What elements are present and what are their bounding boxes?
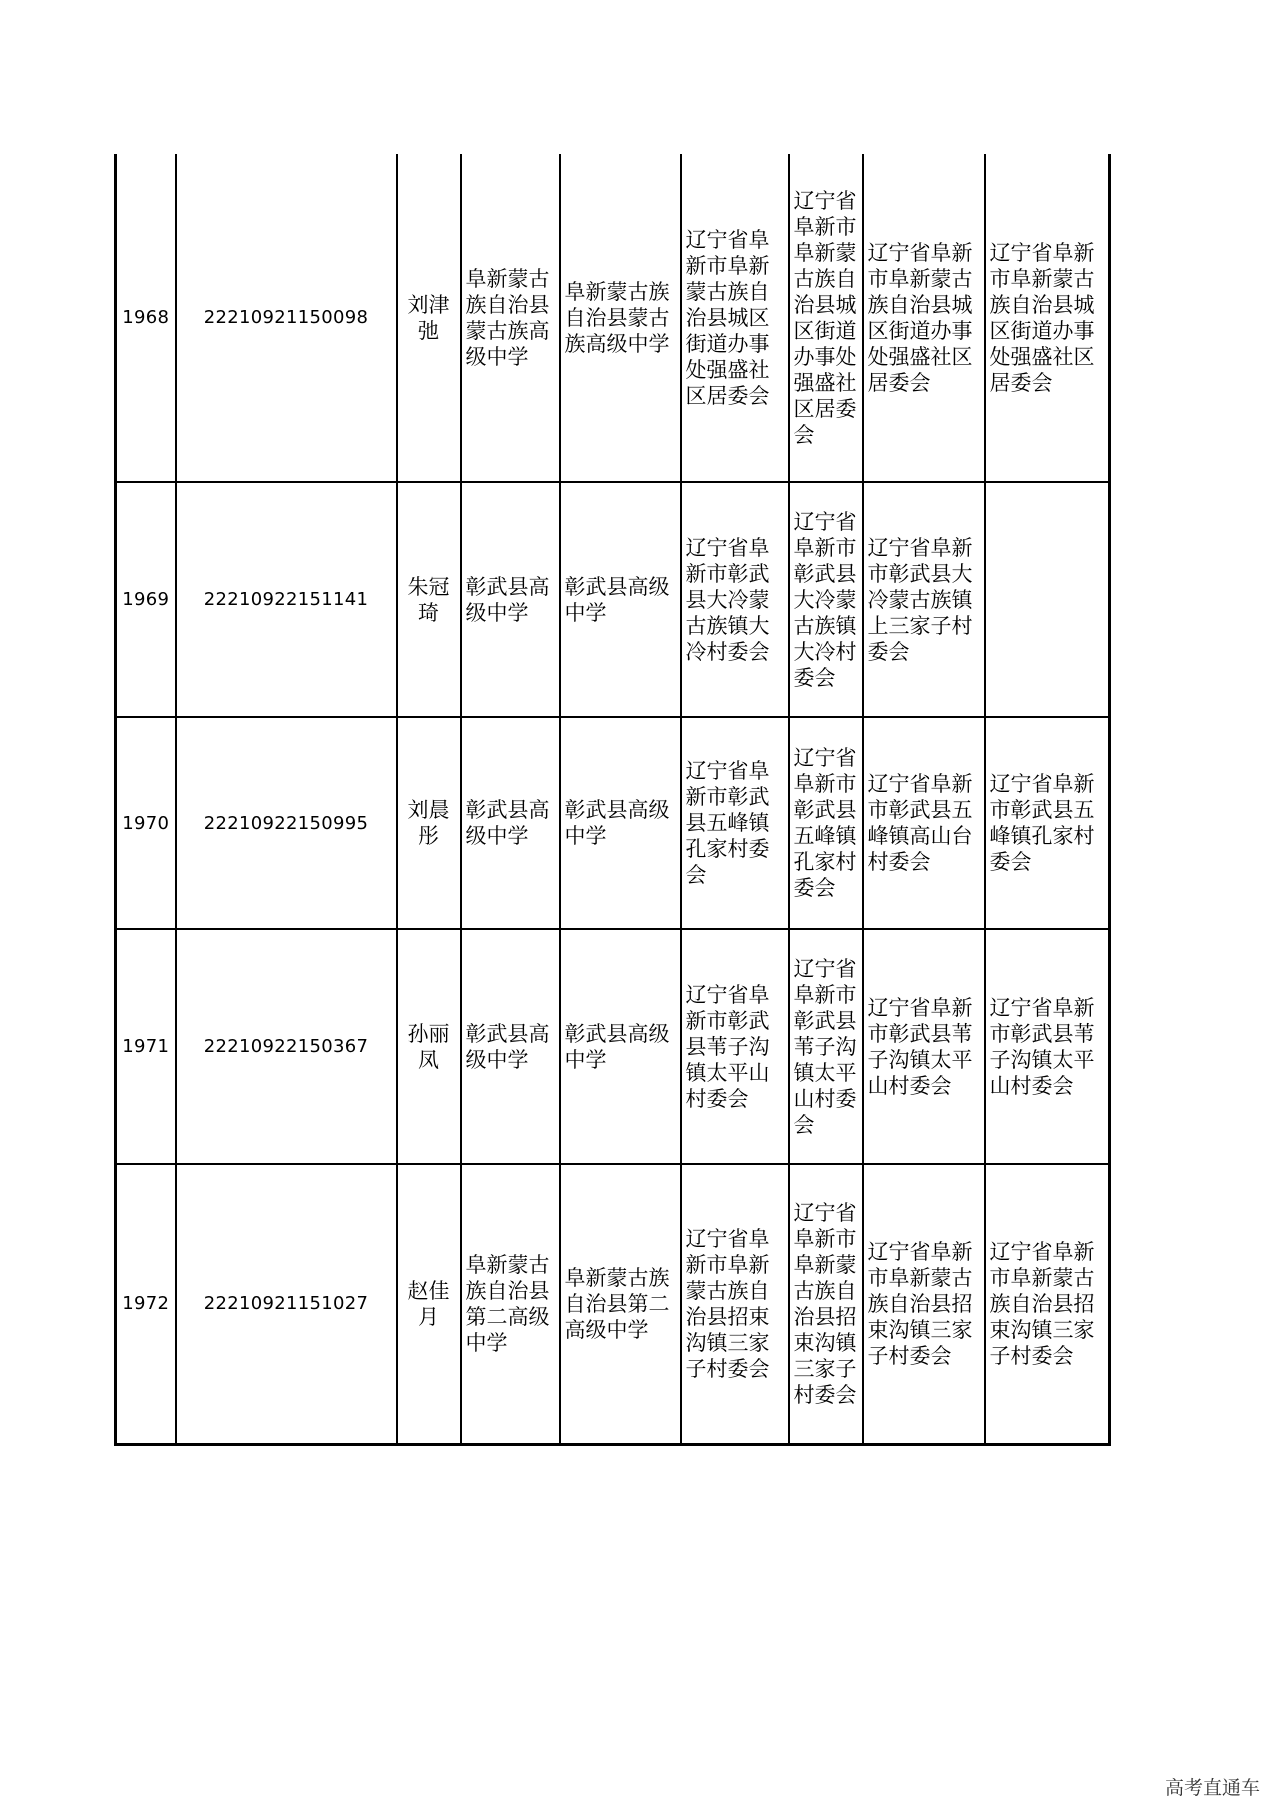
exam-id: 22210922151141 [203,589,369,610]
school-name: 彰武县高级中学 [465,1021,550,1072]
school-full-cell [560,717,681,929]
table-row [116,929,1110,1164]
address-cell-1 [681,1164,789,1444]
school-cell [461,1164,560,1444]
school-full-cell [560,482,681,717]
address-4: 辽宁省阜新市阜新蒙古族自治县城区街道办事处强盛社区居委会 [989,240,1095,395]
seq-cell [116,1164,176,1444]
school-name: 阜新蒙古族自治县蒙古族高级中学 [465,266,550,369]
address-cell-4 [985,154,1110,482]
student-name: 刘晨彤 [407,798,450,848]
address-cell-4 [985,482,1110,717]
exam-id-cell [176,482,397,717]
student-name: 孙丽凤 [407,1021,450,1072]
name-cell [397,929,461,1164]
exam-id: 22210922150995 [203,812,369,834]
address-3: 辽宁省阜新市彰武县五峰镇高山台村委会 [867,772,973,874]
name-cell [397,1164,461,1444]
address-4: 辽宁省阜新市彰武县苇子沟镇太平山村委会 [989,995,1095,1098]
address-cell-4 [985,1164,1110,1444]
address-cell-2 [789,1164,863,1444]
school-cell [461,717,560,929]
seq-cell [116,482,176,717]
address-4: 辽宁省阜新市阜新蒙古族自治县招束沟镇三家子村委会 [989,1239,1095,1368]
exam-id-cell [176,1164,397,1444]
school-cell [461,154,560,482]
address-1: 辽宁省阜新市阜新蒙古族自治县城区街道办事处强盛社区居委会 [685,227,770,408]
address-cell-3 [863,929,985,1164]
address-cell-1 [681,717,789,929]
student-name: 赵佳月 [407,1278,450,1329]
table-row [116,717,1110,929]
address-cell-1 [681,154,789,482]
exam-id: 22210921151027 [203,1293,369,1315]
student-roster-table [114,154,1111,1446]
seq-cell [116,717,176,929]
school-full-cell [560,154,681,482]
address-2: 辽宁省阜新市阜新蒙古族自治县招束沟镇三家子村委会 [793,1200,857,1407]
address-cell-1 [681,482,789,717]
school-name: 阜新蒙古族自治县第二高级中学 [465,1252,550,1355]
student-name: 刘津弛 [407,292,450,343]
address-cell-3 [863,154,985,482]
seq-cell [116,929,176,1164]
seq-number: 1969 [122,589,170,610]
exam-id-cell [176,717,397,929]
seq-number: 1970 [122,812,170,834]
address-1: 辽宁省阜新市彰武县大冷蒙古族镇大冷村委会 [685,535,770,664]
exam-id: 22210921150098 [203,307,369,328]
address-1: 辽宁省阜新市阜新蒙古族自治县招束沟镇三家子村委会 [685,1226,770,1381]
school-full-cell [560,929,681,1164]
seq-number: 1968 [122,307,170,328]
school-cell [461,482,560,717]
address-2: 辽宁省阜新市彰武县五峰镇孔家村委会 [793,746,857,900]
school-full-name: 阜新蒙古族自治县蒙古族高级中学 [564,279,670,356]
name-cell [397,717,461,929]
school-full-name: 彰武县高级中学 [564,798,670,848]
address-3: 辽宁省阜新市彰武县大冷蒙古族镇上三家子村委会 [867,535,973,664]
address-3: 辽宁省阜新市阜新蒙古族自治县招束沟镇三家子村委会 [867,1239,973,1368]
exam-id-cell [176,929,397,1164]
school-name: 彰武县高级中学 [465,574,550,625]
name-cell [397,482,461,717]
address-cell-2 [789,154,863,482]
address-cell-4 [985,929,1110,1164]
address-cell-2 [789,482,863,717]
address-cell-2 [789,717,863,929]
name-cell [397,154,461,482]
table-row [116,154,1110,482]
school-cell [461,929,560,1164]
address-3: 辽宁省阜新市彰武县苇子沟镇太平山村委会 [867,995,973,1098]
seq-number: 1972 [122,1293,170,1315]
school-name: 彰武县高级中学 [465,798,550,848]
address-1: 辽宁省阜新市彰武县苇子沟镇太平山村委会 [685,982,770,1111]
seq-number: 1971 [122,1036,170,1057]
address-cell-2 [789,929,863,1164]
address-2: 辽宁省阜新市彰武县大冷蒙古族镇大冷村委会 [793,509,857,690]
exam-id-cell [176,154,397,482]
address-2: 辽宁省阜新市阜新蒙古族自治县城区街道办事处强盛社区居委会 [793,188,857,447]
address-2: 辽宁省阜新市彰武县苇子沟镇太平山村委会 [793,956,857,1137]
address-3: 辽宁省阜新市阜新蒙古族自治县城区街道办事处强盛社区居委会 [867,240,973,395]
student-name: 朱冠琦 [407,574,450,625]
address-cell-1 [681,929,789,1164]
table-row [116,482,1110,717]
school-full-name: 彰武县高级中学 [564,574,670,625]
school-full-name: 阜新蒙古族自治县第二高级中学 [564,1265,670,1342]
address-cell-3 [863,1164,985,1444]
school-full-name: 彰武县高级中学 [564,1021,670,1072]
table-row [116,1164,1110,1444]
address-4: 辽宁省阜新市彰武县五峰镇孔家村委会 [989,772,1095,874]
address-cell-3 [863,482,985,717]
address-1: 辽宁省阜新市彰武县五峰镇孔家村委会 [685,759,770,887]
school-full-cell [560,1164,681,1444]
exam-id: 22210922150367 [203,1036,369,1057]
address-cell-3 [863,717,985,929]
watermark-text: 高考直通车 [1164,1777,1260,1799]
address-cell-4 [985,717,1110,929]
seq-cell [116,154,176,482]
